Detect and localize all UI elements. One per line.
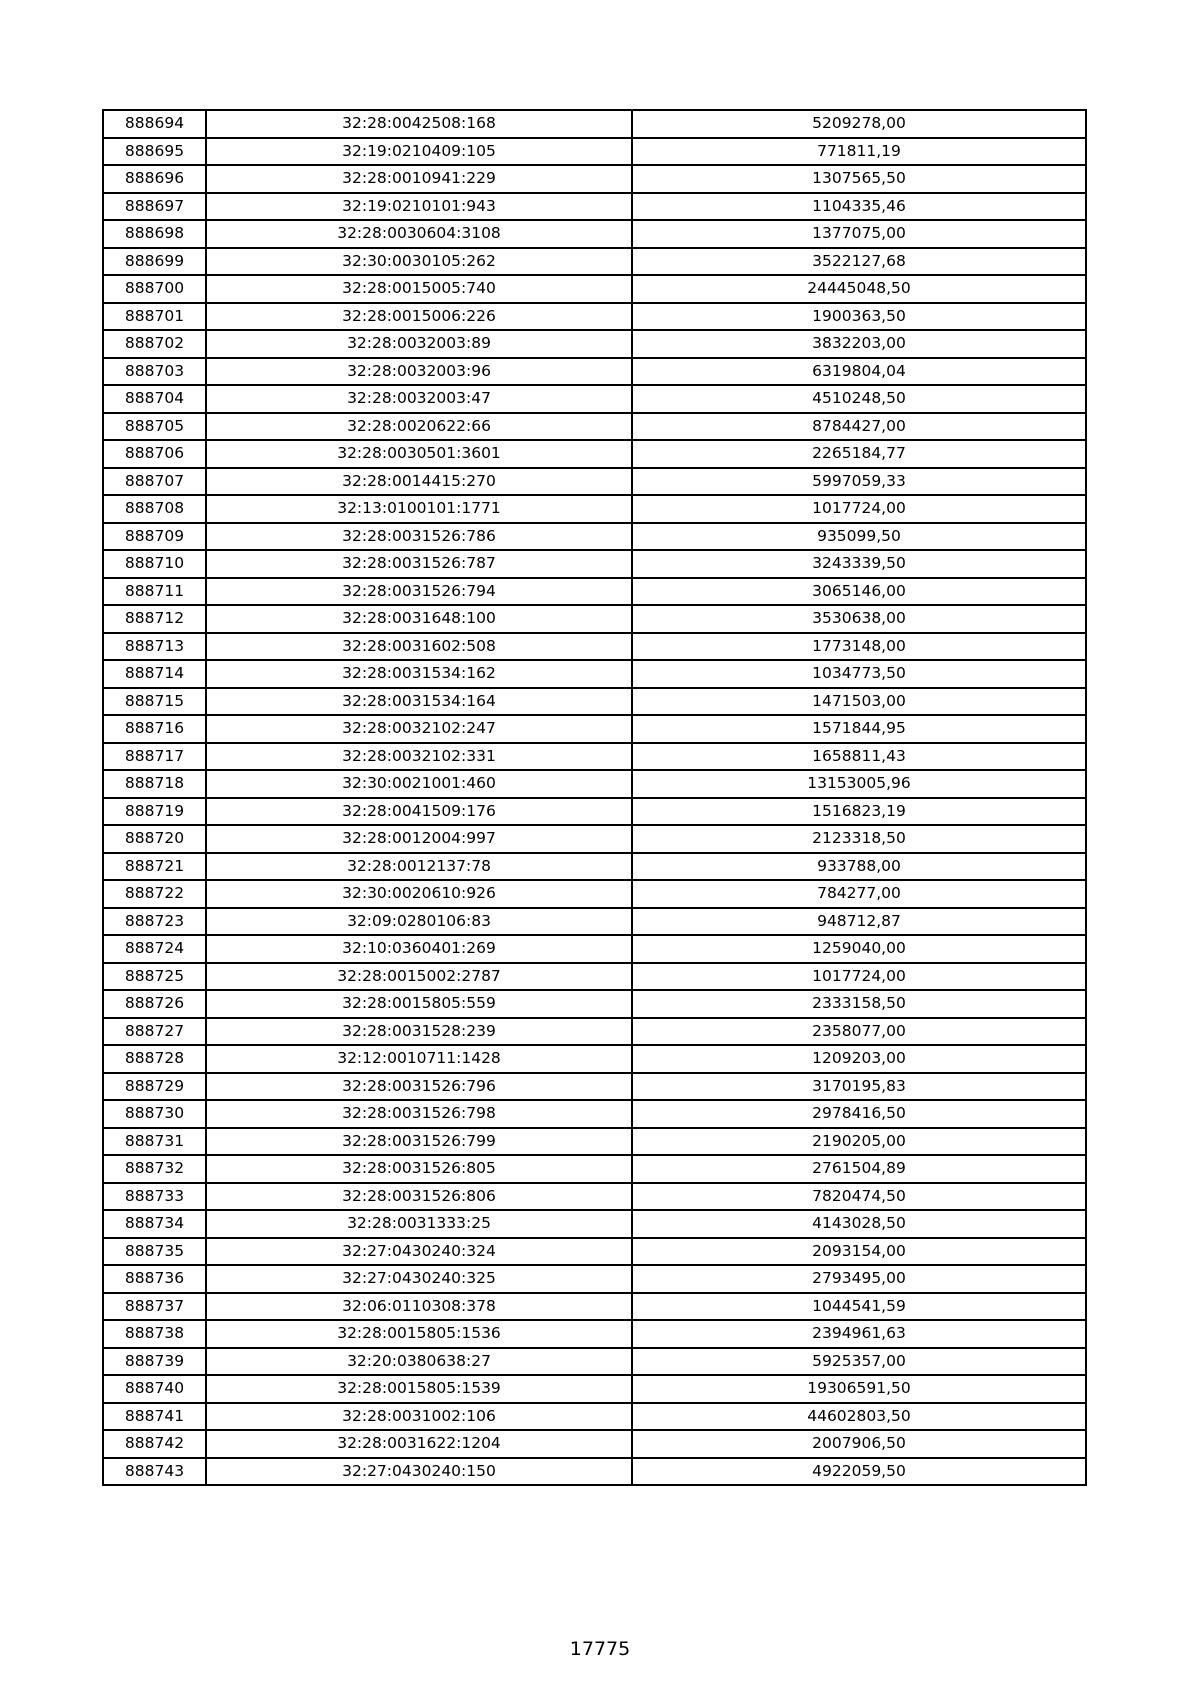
row-number-cell: 888729 [103, 1073, 206, 1101]
row-number-cell: 888697 [103, 193, 206, 221]
row-number-cell: 888739 [103, 1348, 206, 1376]
table-row [103, 963, 1086, 991]
table-row [103, 110, 1086, 138]
cadastral-number-cell: 32:28:0015002:2787 [206, 963, 632, 991]
row-number-cell: 888694 [103, 110, 206, 138]
cadastral-value-table [102, 109, 1087, 1486]
row-number-cell: 888731 [103, 1128, 206, 1156]
table-row [103, 193, 1086, 221]
row-number-cell: 888735 [103, 1238, 206, 1266]
row-number-cell: 888713 [103, 633, 206, 661]
row-number-cell: 888738 [103, 1320, 206, 1348]
cadastral-value-cell: 2793495,00 [632, 1265, 1086, 1293]
table-row [103, 660, 1086, 688]
cadastral-number-cell: 32:28:0031333:25 [206, 1210, 632, 1238]
cadastral-number-cell: 32:28:0031526:798 [206, 1100, 632, 1128]
table-row [103, 688, 1086, 716]
row-number-cell: 888706 [103, 440, 206, 468]
row-number-cell: 888695 [103, 138, 206, 166]
row-number-cell: 888728 [103, 1045, 206, 1073]
cadastral-number-cell: 32:06:0110308:378 [206, 1293, 632, 1321]
table-row [103, 990, 1086, 1018]
cadastral-value-cell: 2007906,50 [632, 1430, 1086, 1458]
row-number-cell: 888708 [103, 495, 206, 523]
cadastral-number-cell: 32:19:0210409:105 [206, 138, 632, 166]
cadastral-value-cell: 3832203,00 [632, 330, 1086, 358]
cadastral-number-cell: 32:12:0010711:1428 [206, 1045, 632, 1073]
cadastral-value-cell: 1017724,00 [632, 495, 1086, 523]
cadastral-value-cell: 7820474,50 [632, 1183, 1086, 1211]
row-number-cell: 888719 [103, 798, 206, 826]
table-row [103, 138, 1086, 166]
table-row [103, 248, 1086, 276]
table-row [103, 935, 1086, 963]
cadastral-value-cell: 2394961,63 [632, 1320, 1086, 1348]
cadastral-number-cell: 32:28:0015805:1539 [206, 1375, 632, 1403]
cadastral-value-cell: 1658811,43 [632, 743, 1086, 771]
cadastral-value-cell: 2093154,00 [632, 1238, 1086, 1266]
row-number-cell: 888712 [103, 605, 206, 633]
cadastral-number-cell: 32:28:0010941:229 [206, 165, 632, 193]
cadastral-number-cell: 32:30:0020610:926 [206, 880, 632, 908]
cadastral-value-cell: 4143028,50 [632, 1210, 1086, 1238]
table-row [103, 1375, 1086, 1403]
table-row [103, 1155, 1086, 1183]
cadastral-value-cell: 4922059,50 [632, 1458, 1086, 1486]
table-row [103, 440, 1086, 468]
table-row [103, 1045, 1086, 1073]
cadastral-number-cell: 32:28:0031602:508 [206, 633, 632, 661]
row-number-cell: 888725 [103, 963, 206, 991]
table-row [103, 165, 1086, 193]
table-row [103, 1265, 1086, 1293]
row-number-cell: 888742 [103, 1430, 206, 1458]
table-row [103, 1320, 1086, 1348]
row-number-cell: 888727 [103, 1018, 206, 1046]
cadastral-value-cell: 1044541,59 [632, 1293, 1086, 1321]
cadastral-number-cell: 32:20:0380638:27 [206, 1348, 632, 1376]
cadastral-number-cell: 32:28:0031526:786 [206, 523, 632, 551]
table-row [103, 1238, 1086, 1266]
cadastral-number-cell: 32:28:0031526:805 [206, 1155, 632, 1183]
table-row [103, 1018, 1086, 1046]
cadastral-value-cell: 3065146,00 [632, 578, 1086, 606]
table-row [103, 1073, 1086, 1101]
table-row [103, 853, 1086, 881]
cadastral-value-cell: 1307565,50 [632, 165, 1086, 193]
row-number-cell: 888704 [103, 385, 206, 413]
cadastral-value-cell: 8784427,00 [632, 413, 1086, 441]
cadastral-value-cell: 5997059,33 [632, 468, 1086, 496]
table-row [103, 1403, 1086, 1431]
row-number-cell: 888718 [103, 770, 206, 798]
table-row [103, 880, 1086, 908]
cadastral-number-cell: 32:28:0015805:559 [206, 990, 632, 1018]
row-number-cell: 888740 [103, 1375, 206, 1403]
cadastral-value-cell: 2358077,00 [632, 1018, 1086, 1046]
row-number-cell: 888723 [103, 908, 206, 936]
row-number-cell: 888724 [103, 935, 206, 963]
cadastral-value-cell: 1773148,00 [632, 633, 1086, 661]
table-row [103, 798, 1086, 826]
table-row [103, 1293, 1086, 1321]
cadastral-value-cell: 44602803,50 [632, 1403, 1086, 1431]
cadastral-value-cell: 1377075,00 [632, 220, 1086, 248]
table-row [103, 275, 1086, 303]
row-number-cell: 888707 [103, 468, 206, 496]
row-number-cell: 888737 [103, 1293, 206, 1321]
cadastral-number-cell: 32:28:0031648:100 [206, 605, 632, 633]
table-row [103, 1348, 1086, 1376]
table-body [103, 110, 1086, 1485]
table-row [103, 1210, 1086, 1238]
cadastral-number-cell: 32:10:0360401:269 [206, 935, 632, 963]
cadastral-number-cell: 32:28:0015006:226 [206, 303, 632, 331]
cadastral-value-cell: 2123318,50 [632, 825, 1086, 853]
row-number-cell: 888741 [103, 1403, 206, 1431]
cadastral-number-cell: 32:28:0020622:66 [206, 413, 632, 441]
cadastral-number-cell: 32:09:0280106:83 [206, 908, 632, 936]
cadastral-value-cell: 771811,19 [632, 138, 1086, 166]
row-number-cell: 888720 [103, 825, 206, 853]
cadastral-number-cell: 32:30:0030105:262 [206, 248, 632, 276]
table-row [103, 1430, 1086, 1458]
table-row [103, 468, 1086, 496]
cadastral-number-cell: 32:28:0030604:3108 [206, 220, 632, 248]
row-number-cell: 888715 [103, 688, 206, 716]
table-row [103, 303, 1086, 331]
cadastral-number-cell: 32:27:0430240:324 [206, 1238, 632, 1266]
page-number: 17775 [569, 1638, 631, 1660]
row-number-cell: 888700 [103, 275, 206, 303]
cadastral-value-cell: 784277,00 [632, 880, 1086, 908]
table-row [103, 825, 1086, 853]
row-number-cell: 888705 [103, 413, 206, 441]
cadastral-value-cell: 948712,87 [632, 908, 1086, 936]
row-number-cell: 888710 [103, 550, 206, 578]
cadastral-number-cell: 32:30:0021001:460 [206, 770, 632, 798]
row-number-cell: 888701 [103, 303, 206, 331]
cadastral-value-cell: 2190205,00 [632, 1128, 1086, 1156]
cadastral-value-cell: 19306591,50 [632, 1375, 1086, 1403]
cadastral-value-cell: 2265184,77 [632, 440, 1086, 468]
cadastral-number-cell: 32:28:0015805:1536 [206, 1320, 632, 1348]
table-row [103, 220, 1086, 248]
table-row [103, 605, 1086, 633]
cadastral-value-cell: 1017724,00 [632, 963, 1086, 991]
cadastral-value-cell: 3522127,68 [632, 248, 1086, 276]
cadastral-value-cell: 1516823,19 [632, 798, 1086, 826]
row-number-cell: 888702 [103, 330, 206, 358]
cadastral-value-cell: 13153005,96 [632, 770, 1086, 798]
table-row [103, 358, 1086, 386]
table-row [103, 770, 1086, 798]
cadastral-number-cell: 32:28:0031622:1204 [206, 1430, 632, 1458]
row-number-cell: 888734 [103, 1210, 206, 1238]
cadastral-number-cell: 32:13:0100101:1771 [206, 495, 632, 523]
table-row [103, 633, 1086, 661]
table-row [103, 908, 1086, 936]
cadastral-value-cell: 1034773,50 [632, 660, 1086, 688]
cadastral-value-cell: 24445048,50 [632, 275, 1086, 303]
cadastral-number-cell: 32:28:0031534:164 [206, 688, 632, 716]
row-number-cell: 888730 [103, 1100, 206, 1128]
cadastral-number-cell: 32:28:0031526:794 [206, 578, 632, 606]
cadastral-number-cell: 32:19:0210101:943 [206, 193, 632, 221]
row-number-cell: 888709 [103, 523, 206, 551]
cadastral-number-cell: 32:28:0031526:796 [206, 1073, 632, 1101]
cadastral-number-cell: 32:27:0430240:150 [206, 1458, 632, 1486]
cadastral-number-cell: 32:28:0031526:806 [206, 1183, 632, 1211]
cadastral-number-cell: 32:28:0032102:247 [206, 715, 632, 743]
row-number-cell: 888733 [103, 1183, 206, 1211]
cadastral-number-cell: 32:28:0014415:270 [206, 468, 632, 496]
cadastral-number-cell: 32:28:0030501:3601 [206, 440, 632, 468]
row-number-cell: 888696 [103, 165, 206, 193]
cadastral-value-cell: 4510248,50 [632, 385, 1086, 413]
cadastral-number-cell: 32:27:0430240:325 [206, 1265, 632, 1293]
row-number-cell: 888743 [103, 1458, 206, 1486]
table-row [103, 550, 1086, 578]
cadastral-number-cell: 32:28:0031526:799 [206, 1128, 632, 1156]
cadastral-number-cell: 32:28:0032003:96 [206, 358, 632, 386]
cadastral-value-cell: 1471503,00 [632, 688, 1086, 716]
cadastral-value-cell: 2978416,50 [632, 1100, 1086, 1128]
cadastral-number-cell: 32:28:0031534:162 [206, 660, 632, 688]
row-number-cell: 888736 [103, 1265, 206, 1293]
cadastral-number-cell: 32:28:0012137:78 [206, 853, 632, 881]
row-number-cell: 888717 [103, 743, 206, 771]
cadastral-value-cell: 6319804,04 [632, 358, 1086, 386]
row-number-cell: 888726 [103, 990, 206, 1018]
cadastral-number-cell: 32:28:0041509:176 [206, 798, 632, 826]
row-number-cell: 888699 [103, 248, 206, 276]
cadastral-number-cell: 32:28:0032003:89 [206, 330, 632, 358]
cadastral-value-cell: 3243339,50 [632, 550, 1086, 578]
row-number-cell: 888714 [103, 660, 206, 688]
cadastral-value-cell: 1209203,00 [632, 1045, 1086, 1073]
cadastral-value-cell: 2333158,50 [632, 990, 1086, 1018]
cadastral-value-cell: 5925357,00 [632, 1348, 1086, 1376]
cadastral-number-cell: 32:28:0031526:787 [206, 550, 632, 578]
row-number-cell: 888711 [103, 578, 206, 606]
cadastral-number-cell: 32:28:0031002:106 [206, 1403, 632, 1431]
cadastral-number-cell: 32:28:0032003:47 [206, 385, 632, 413]
cadastral-value-cell: 3170195,83 [632, 1073, 1086, 1101]
cadastral-value-cell: 1571844,95 [632, 715, 1086, 743]
table-row [103, 523, 1086, 551]
row-number-cell: 888698 [103, 220, 206, 248]
cadastral-value-cell: 1259040,00 [632, 935, 1086, 963]
table-row [103, 715, 1086, 743]
row-number-cell: 888721 [103, 853, 206, 881]
table-row [103, 495, 1086, 523]
table-row [103, 385, 1086, 413]
cadastral-number-cell: 32:28:0031528:239 [206, 1018, 632, 1046]
cadastral-number-cell: 32:28:0015005:740 [206, 275, 632, 303]
cadastral-value-cell: 1900363,50 [632, 303, 1086, 331]
table-row [103, 413, 1086, 441]
cadastral-value-cell: 935099,50 [632, 523, 1086, 551]
cadastral-value-cell: 933788,00 [632, 853, 1086, 881]
cadastral-number-cell: 32:28:0032102:331 [206, 743, 632, 771]
table-row [103, 1128, 1086, 1156]
cadastral-value-cell: 3530638,00 [632, 605, 1086, 633]
table-row [103, 330, 1086, 358]
table-row [103, 1183, 1086, 1211]
cadastral-number-cell: 32:28:0042508:168 [206, 110, 632, 138]
row-number-cell: 888703 [103, 358, 206, 386]
table-row [103, 578, 1086, 606]
row-number-cell: 888732 [103, 1155, 206, 1183]
row-number-cell: 888716 [103, 715, 206, 743]
cadastral-value-cell: 5209278,00 [632, 110, 1086, 138]
cadastral-value-cell: 1104335,46 [632, 193, 1086, 221]
cadastral-number-cell: 32:28:0012004:997 [206, 825, 632, 853]
table-row [103, 1100, 1086, 1128]
table-row [103, 1458, 1086, 1486]
table-row [103, 743, 1086, 771]
cadastral-value-cell: 2761504,89 [632, 1155, 1086, 1183]
row-number-cell: 888722 [103, 880, 206, 908]
